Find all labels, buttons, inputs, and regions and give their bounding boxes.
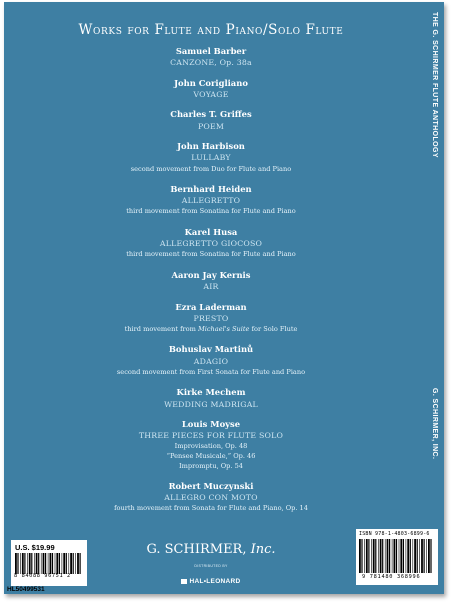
upc-box (11, 540, 87, 586)
page-title: Works for Flute and Piano/Solo Flute (78, 22, 344, 38)
barcode-bar (48, 553, 49, 574)
isbn-box (356, 529, 438, 585)
piece-title: VOYAGE (193, 89, 229, 99)
barcode-bar (77, 553, 79, 574)
upc-number: 8 84088 96751 2 (14, 573, 71, 579)
barcode-bar (366, 539, 368, 573)
work-item (4, 46, 418, 68)
barcode-bar (359, 539, 361, 573)
barcode-bar (364, 539, 365, 573)
piece-source: fourth movement from Sonata for Flute and Piano, Op. 14 (114, 504, 308, 513)
piece-source-suffix: for Solo Flute (249, 324, 298, 333)
barcode-bar (410, 539, 411, 573)
piece-title: POEM (197, 121, 225, 131)
barcode-bar (27, 553, 28, 574)
distributor-name: HAL•LEONARD (189, 578, 241, 585)
piece-source: second movement from Duo for Flute and Piano (130, 164, 292, 173)
work-item (4, 184, 418, 218)
barcode-bar (36, 553, 38, 574)
works-list (4, 46, 418, 524)
work-item (4, 387, 418, 409)
product-code: HL50499531 (7, 586, 45, 593)
publisher-suffix: Inc. (250, 542, 276, 557)
barcode-bar (55, 553, 56, 574)
barcode-bar (396, 539, 397, 573)
barcode-bar (20, 553, 21, 574)
barcode-bar (59, 553, 60, 574)
barcode-bar (375, 539, 376, 573)
work-item (4, 302, 418, 336)
barcode-bar (403, 539, 404, 573)
composer-name: Bohuslav Martinů (168, 344, 254, 355)
piece-title: LULLABY (191, 153, 231, 163)
composer-name: Bernhard Heiden (170, 184, 252, 195)
composer-name: Karel Husa (184, 226, 238, 237)
barcode-bar (15, 553, 17, 574)
barcode-bar (80, 553, 81, 574)
sub-piece: Impromptu, Op. 54 (179, 462, 243, 471)
barcode-bar (424, 539, 425, 573)
barcode-bar (62, 553, 63, 574)
barcode-bar (394, 539, 396, 573)
piece-source: second movement from First Sonata for Flute and Piano (116, 367, 306, 376)
barcode-bar (392, 539, 393, 573)
work-item (4, 481, 418, 515)
publisher-main: G. SCHIRMER, (146, 542, 251, 557)
barcode-bar (378, 539, 379, 573)
barcode-bar (361, 539, 362, 573)
barcode-bar (43, 553, 45, 574)
piece-source: third movement from Sonatina for Flute and Piano (126, 250, 296, 259)
barcode-bar (50, 553, 52, 574)
composer-name: Aaron Jay Kernis (171, 269, 251, 280)
spine-title: THE G. SCHIRMER FLUTE ANTHOLOGY (431, 12, 438, 158)
piece-source: third movement from Sonatina for Flute and Piano (126, 207, 296, 216)
isbn-number: 9 781480 368996 (362, 574, 421, 580)
barcode-bar (407, 539, 409, 573)
barcode-bar (421, 539, 423, 573)
piece-title: ALLEGRETTO GIOCOSO (159, 239, 263, 249)
barcode-bar (428, 539, 430, 573)
barcode-bar (24, 553, 25, 574)
piece-source-work: Michael's Suite (198, 324, 250, 333)
barcode-bar (31, 553, 32, 574)
composer-name: Kirke Mechem (176, 387, 246, 398)
barcode-bar (73, 553, 74, 574)
composer-name: John Corigliano (174, 77, 248, 88)
barcode-bar (385, 539, 386, 573)
barcode-bar (400, 539, 402, 573)
barcode-bar (45, 553, 46, 574)
barcode-bar (413, 539, 414, 573)
barcode-bar (417, 539, 418, 573)
composer-name: Samuel Barber (175, 46, 247, 56)
composer-name: Ezra Laderman (175, 301, 247, 312)
barcode-bar (75, 553, 76, 574)
barcode-bar (22, 553, 24, 574)
work-item (4, 141, 418, 175)
sub-piece: “Pensee Musicale,” Op. 46 (166, 452, 256, 461)
composer-name: John Harbison (177, 141, 245, 152)
piece-source (4, 324, 418, 335)
barcode-bar (56, 553, 58, 574)
barcode-bar (41, 553, 42, 574)
work-item (4, 78, 418, 100)
barcode-bar (414, 539, 416, 573)
composer-name: Robert Muczynski (168, 480, 254, 491)
piece-title: WEDDING MADRIGAL (164, 399, 258, 409)
barcode-bar (419, 539, 420, 573)
barcode-bar (34, 553, 35, 574)
barcode-bar (389, 539, 390, 573)
barcode-bar (66, 553, 67, 574)
barcode-bar (406, 539, 407, 573)
barcode-bar (69, 553, 70, 574)
work-item (4, 109, 418, 131)
barcode-bar (387, 539, 389, 573)
barcode-bar (368, 539, 369, 573)
piece-title: AIR (203, 282, 219, 292)
piece-title: ALLEGRETTO (181, 196, 241, 206)
barcode-bar (70, 553, 72, 574)
hal-leonard-icon (181, 579, 187, 584)
price-label: U.S. $19.99 (15, 543, 55, 552)
isbn-barcode-icon (359, 539, 434, 573)
barcode-bar (52, 553, 53, 574)
isbn-label: ISBN 978-1-4803-6899-6 (359, 531, 430, 537)
piece-title: ALLEGRO CON MOTO (164, 492, 258, 502)
back-cover (4, 2, 444, 594)
barcode-bar (399, 539, 400, 573)
work-item (4, 227, 418, 261)
composer-name: Louis Moyse (181, 419, 241, 430)
barcode-bar (63, 553, 65, 574)
barcode-bar (38, 553, 39, 574)
barcode-bar (426, 539, 427, 573)
upc-barcode-icon (15, 553, 83, 574)
composer-name: Charles T. Griffes (170, 109, 252, 120)
barcode-bar (430, 539, 431, 573)
piece-title: THREE PIECES FOR FLUTE SOLO (138, 431, 284, 441)
piece-title: CANZONE, Op. 38a (170, 58, 252, 68)
barcode-bar (373, 539, 375, 573)
barcode-bar (29, 553, 31, 574)
work-item (4, 270, 418, 292)
hal-leonard-logo (181, 578, 240, 585)
barcode-bar (382, 539, 383, 573)
barcode-bar (371, 539, 372, 573)
piece-source-prefix: third movement from (124, 324, 198, 333)
distributor-label: DISTRIBUTED BY (194, 564, 228, 568)
barcode-bar (17, 553, 18, 574)
work-item (4, 419, 418, 471)
spine-publisher: G. SCHIRMER, INC. (431, 388, 438, 460)
work-item (4, 344, 418, 378)
sub-piece: Improvisation, Op. 48 (174, 442, 248, 451)
piece-title: PRESTO (193, 313, 229, 323)
barcode-bar (380, 539, 382, 573)
piece-title: ADAGIO (193, 356, 229, 366)
